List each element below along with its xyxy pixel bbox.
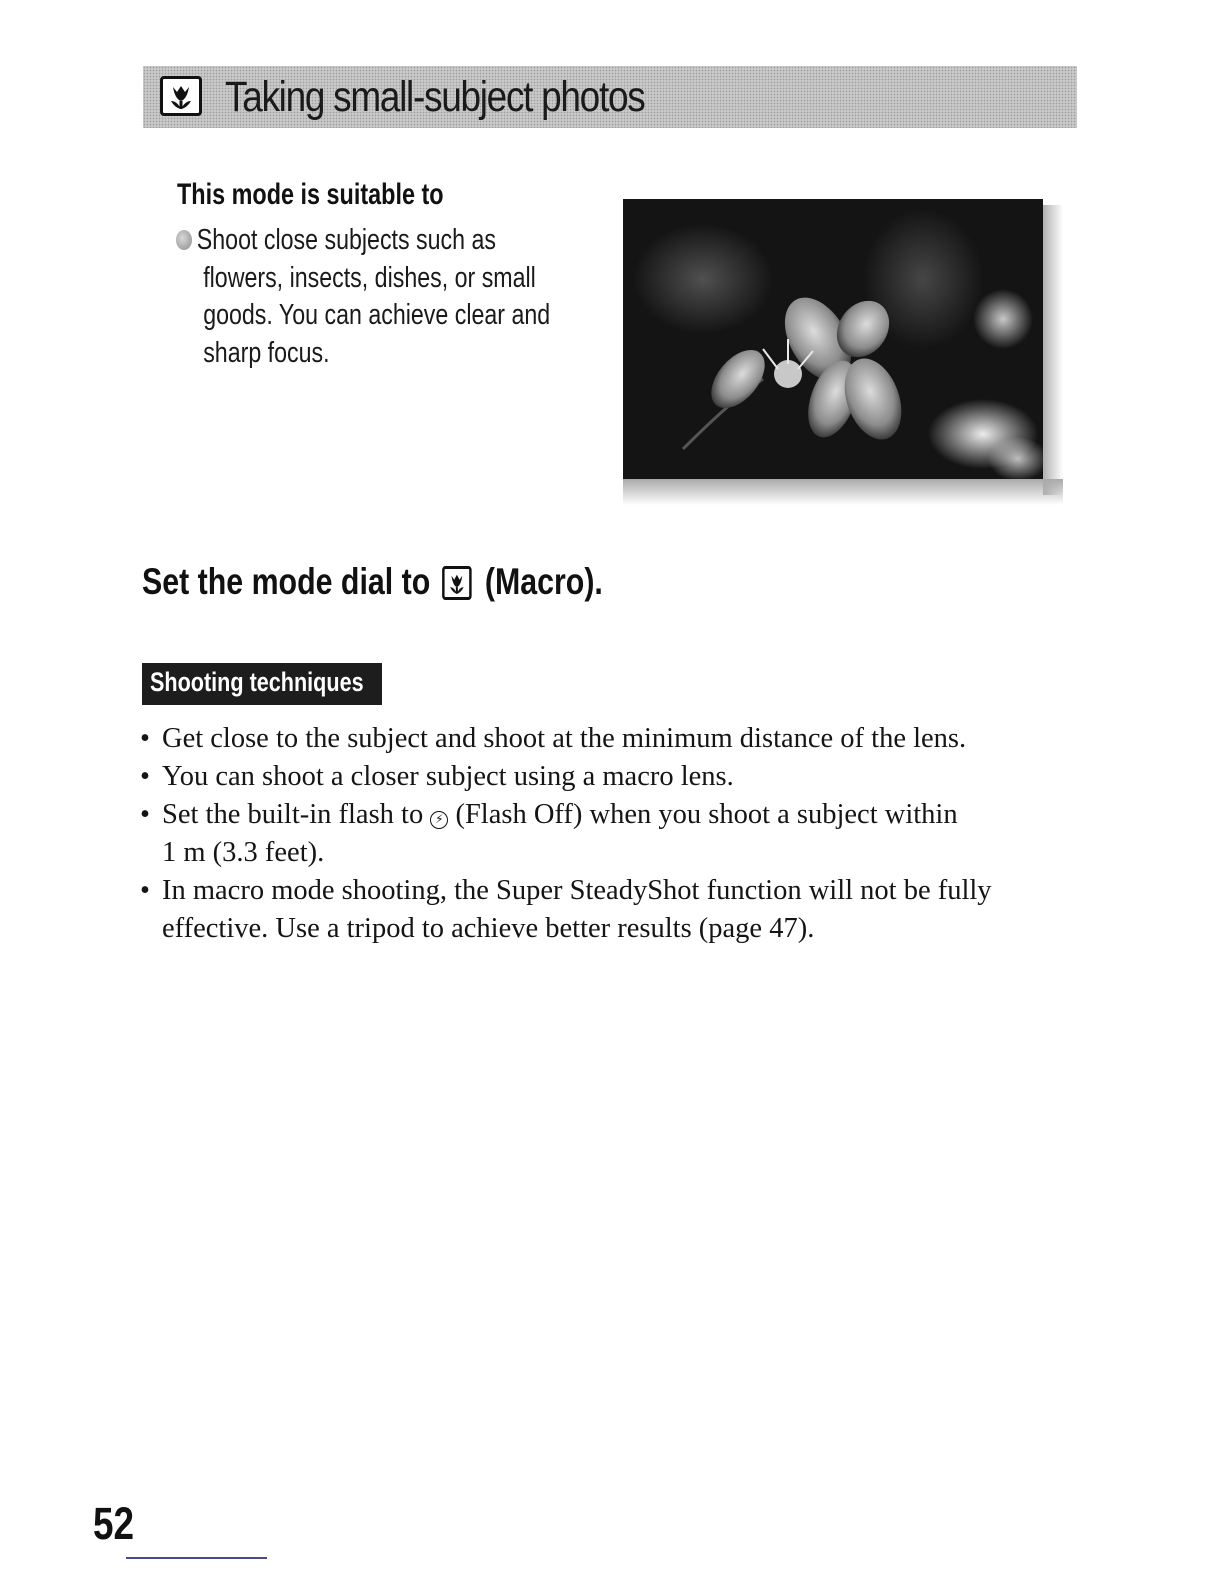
flash-off-icon: ⚡ [430,811,448,829]
techniques-list [140,720,1080,948]
page-title: Taking small-subject photos [225,73,645,121]
step-instruction [142,560,603,603]
suitable-line-1: Shoot close subjects such as [196,224,496,256]
footer-rule [126,1557,267,1559]
bullet-3-line-2: 1 m (3.3 feet). [162,837,325,868]
suitable-line-3: goods. You can achieve clear and [203,299,551,331]
section-banner [143,66,1077,128]
list-item [140,758,1080,796]
macro-tulip-icon [442,566,472,600]
list-item [140,872,1080,948]
page-number: 52 [93,1498,135,1549]
techniques-label-text: Shooting techniques [150,667,364,697]
suitable-heading: This mode is suitable to [177,178,444,211]
macro-tulip-icon [160,76,202,116]
photo-shadow-side [1043,205,1063,495]
step-text-suffix: (Macro). [484,561,603,602]
list-item [140,796,1080,872]
bullet-1-text: Get close to the subject and shoot at the minimum distance of the lens. [162,723,967,754]
bullet-3-text-after: (Flash Off) when you shoot a subject within [455,799,958,830]
bullet-3-text-before: Set the built-in flash to [162,799,424,830]
flower-photo [623,199,1043,479]
bullet-dot-icon [176,230,192,250]
list-item [140,720,1080,758]
bullet-4-line-2: effective. Use a tripod to achieve better results (page 47). [162,913,815,944]
suitable-line-2: flowers, insects, dishes, or small [203,261,536,294]
suitable-description [176,222,576,372]
techniques-label [142,663,382,705]
suitable-line-4: sharp focus. [203,336,330,369]
step-text-prefix: Set the mode dial to [142,561,431,602]
flower-illustration [623,199,1043,479]
bullet-4-line-1: In macro mode shooting, the Super SteadyShot function will not be fully [162,875,992,906]
bullet-2-text: You can shoot a closer subject using a macro lens. [162,761,734,792]
photo-shadow-bottom [623,479,1063,505]
